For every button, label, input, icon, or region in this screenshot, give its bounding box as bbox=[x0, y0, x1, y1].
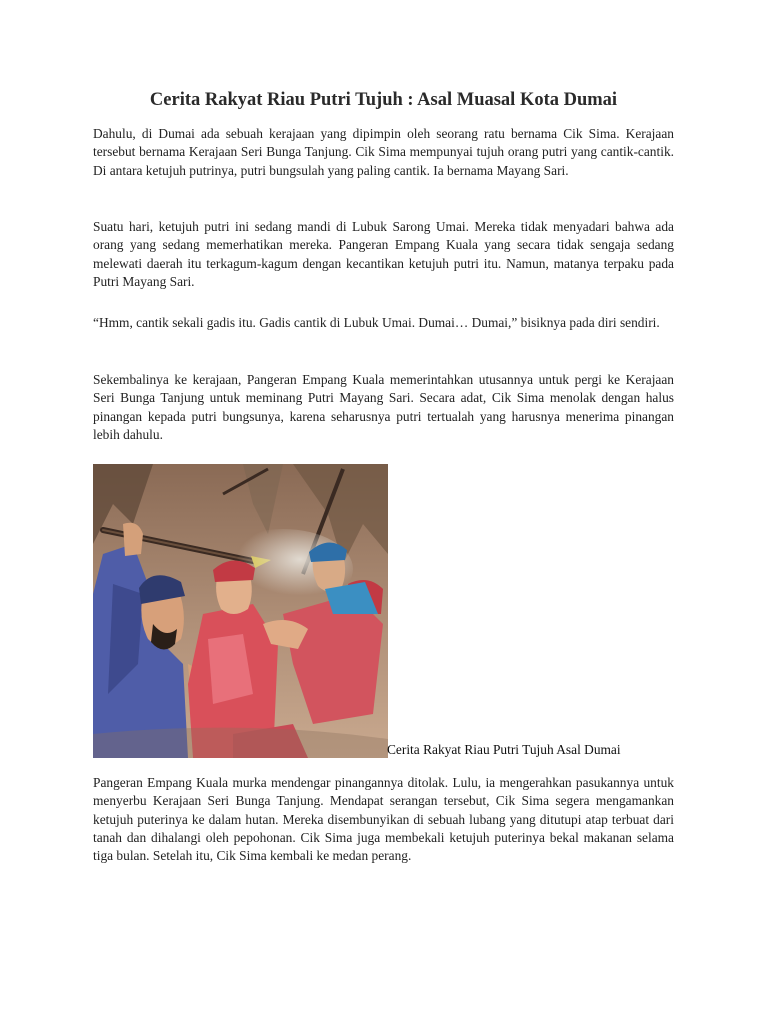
figure-caption: Cerita Rakyat Riau Putri Tujuh Asal Dumai bbox=[387, 742, 621, 757]
story-figure bbox=[93, 464, 674, 759]
paragraph-1: Dahulu, di Dumai ada sebuah kerajaan yang dipimpin oleh seorang ratu bernama Cik Sima. Kerajaan tersebut bernama Kerajaan Seri Bunga Tanjung. Cik Sima mempunyai tujuh orang putri yang cantik-cantik. Di antara ketujuh putrinya, putri bungsulah yang paling cantik. Ia bernama Mayang Sari. bbox=[93, 126, 674, 178]
paragraph-2: Suatu hari, ketujuh putri ini sedang mandi di Lubuk Sarong Umai. Mereka tidak menyadari bahwa ada orang yang sedang memerhatikan mereka. Pangeran Empang Kuala yang secara tidak sengaja sedang melewati daerah itu terkagum-kagum dengan kecantikan ketujuh putri itu. Namun, matanya terpaku pada Putri Mayang Sari. bbox=[93, 219, 674, 289]
battle-illustration bbox=[93, 464, 388, 758]
paragraph-5: Pangeran Empang Kuala murka mendengar pinangannya ditolak. Lulu, ia mengerahkan pasukannya untuk menyerbu Kerajaan Seri Bunga Tanjung. Mendapat serangan tersebut, Cik Sima segera mengamankan ketujuh puterinya ke dalam hutan. Mereka disembunyikan di sebuah lubang yang ditutupi atap terbuat dari tanah dan dihalangi oleh pepohonan. Cik Sima juga membekali ketujuh puterinya bekal makanan selama tiga bulan. Setelah itu, Cik Sima kembali ke medan perang. bbox=[93, 775, 674, 864]
paragraph-3: “Hmm, cantik sekali gadis itu. Gadis cantik di Lubuk Umai. Dumai… Dumai,” bisiknya pada diri sendiri. bbox=[93, 315, 660, 330]
paragraph-4: Sekembalinya ke kerajaan, Pangeran Empang Kuala memerintahkan utusannya untuk pergi ke Kerajaan Seri Bunga Tanjung untuk meminang Putri Mayang Sari. Secara adat, Cik Sima menolak dengan halus pinangan kepada putri bungsunya, karena seharusnya putri tertualah yang harusnya menerima pinangan lebih dahulu. bbox=[93, 372, 674, 442]
document-title: Cerita Rakyat Riau Putri Tujuh : Asal Muasal Kota Dumai bbox=[149, 90, 618, 110]
